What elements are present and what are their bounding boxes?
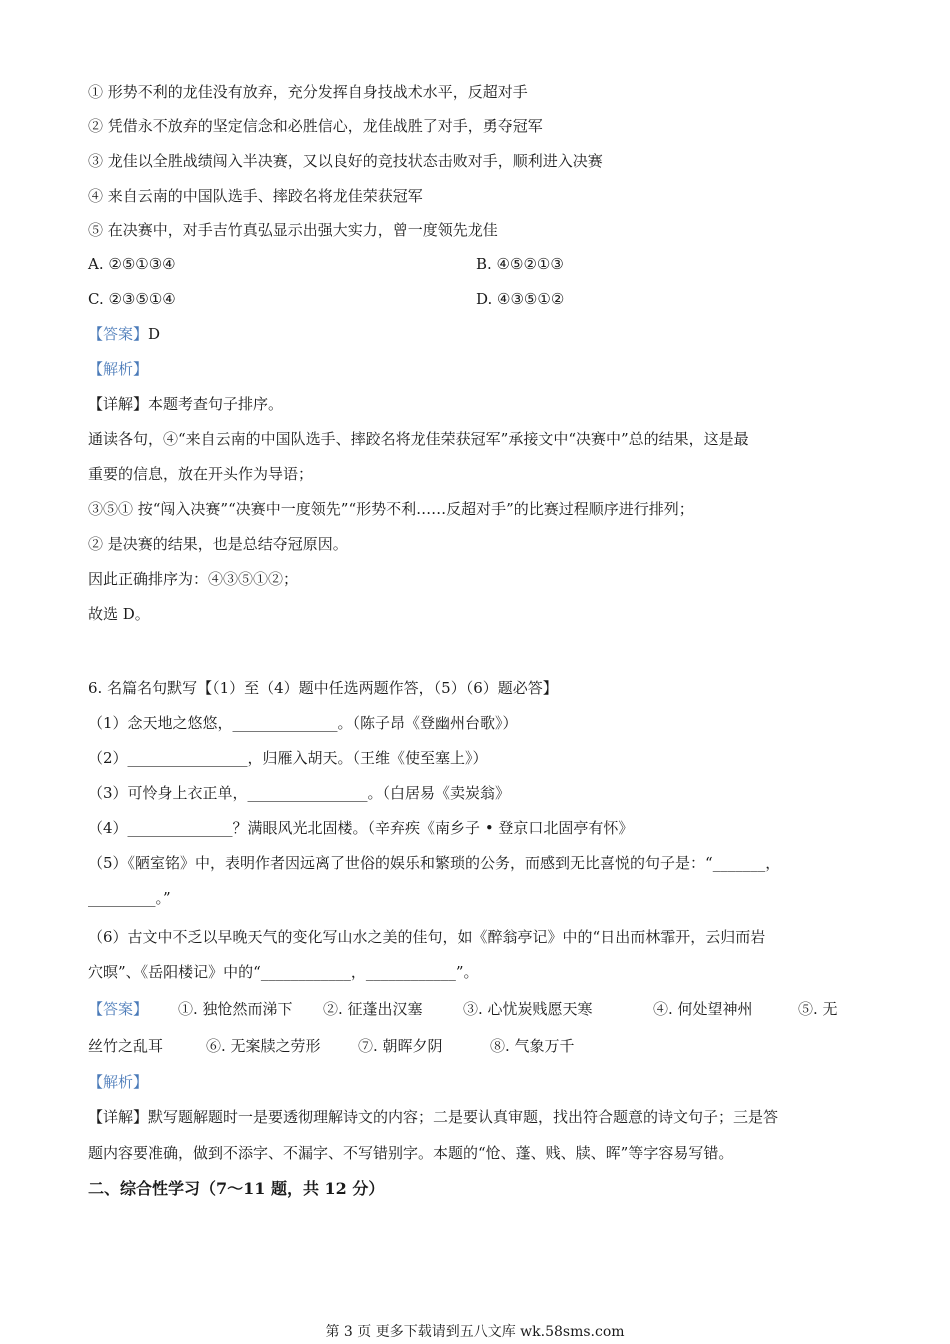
q5-answer <box>88 323 160 345</box>
section-2-heading: 二、综合性学习（7～11 题，共 12 分） <box>88 1179 385 1198</box>
q6-answer-7: ⑦. 朝晖夕阴 <box>358 1037 443 1055</box>
q6-line-1: （1）念天地之悠悠，______________。（陈子昂《登幽州台歌》） <box>88 714 518 732</box>
q5-options-row-1 <box>88 253 564 275</box>
q6-answer-tag: 【答案】 <box>88 1000 149 1018</box>
q5-item-5: ⑤ 在决赛中，对手吉竹真弘显示出强大实力，曾一度领先龙佳 <box>88 221 498 239</box>
q6-line-6: _________。” <box>88 889 171 907</box>
q5-detail-4: ③⑤① 按“闯入决赛”“决赛中一度领先”“形势不利……反超对手”的比赛过程顺序进行排列； <box>88 500 694 518</box>
q6-detail-2: 题内容要准确，做到不添字、不漏字、不写错别字。本题的“怆、蓬、贱、牍、晖”等字容易写错。 <box>88 1144 734 1162</box>
q5-item-3: ③ 龙佳以全胜战绩闯入半决赛，又以良好的竞技状态击败对手，顺利进入决赛 <box>88 152 603 170</box>
q5-detail-1: 【详解】本题考查句子排序。 <box>88 395 284 413</box>
q5-answer-value: D <box>148 325 161 343</box>
q5-option-d: D. ④③⑤①② <box>476 290 565 308</box>
q6-analysis-tag: 【解析】 <box>88 1073 149 1091</box>
q5-detail-2: 通读各句，④“来自云南的中国队选手、摔跤名将龙佳荣获冠军”承接文中“决赛中”总的结果，这是最 <box>88 430 749 448</box>
page-footer: 第 3 页 更多下载请到五八文库 wk.58sms.com <box>325 1324 625 1340</box>
q5-detail-3: 重要的信息，放在开头作为导语； <box>88 465 314 483</box>
q6-line-5: （5）《陋室铭》中，表明作者因远离了世俗的娱乐和繁琐的公务，而感到无比喜悦的句子是：“_______， <box>88 854 781 872</box>
q5-detail-7: 故选 D。 <box>88 605 150 623</box>
q6-detail-1: 【详解】默写题解题时一是要透彻理解诗文的内容；二是要认真审题，找出符合题意的诗文句子；三是答 <box>88 1108 779 1126</box>
q6-line-3: （3）可怜身上衣正单，________________。（白居易《卖炭翁》 <box>88 784 511 802</box>
q6-answers-row-1 <box>88 998 838 1020</box>
q6-answer-5b: 丝竹之乱耳 <box>88 1037 164 1055</box>
q5-option-c: C. ②③⑤①④ <box>88 290 176 308</box>
q6-answer-4: ④. 何处望神州 <box>653 1000 753 1018</box>
q5-detail-5: ② 是决赛的结果，也是总结夺冠原因。 <box>88 535 348 553</box>
q5-answer-tag: 【答案】 <box>88 325 149 343</box>
q5-option-a: A. ②⑤①③④ <box>88 255 176 273</box>
q6-answer-2: ②. 征蓬出汉塞 <box>323 1000 423 1018</box>
q6-answer-8: ⑧. 气象万千 <box>490 1037 575 1055</box>
q6-answer-5a: ⑤. 无 <box>798 1000 838 1018</box>
q5-option-b: B. ④⑤②①③ <box>476 255 564 273</box>
q6-line-8: 穴暝”、《岳阳楼记》中的“____________，____________”。 <box>88 963 479 981</box>
q6-line-4: （4）______________？满眼风光北固楼。（辛弃疾《南乡子 • 登京口北固亭有怀》 <box>88 819 634 837</box>
q6-answer-3: ③. 心忧炭贱愿天寒 <box>463 1000 593 1018</box>
q5-analysis-tag: 【解析】 <box>88 360 149 378</box>
q6-answer-1: ①. 独怆然而涕下 <box>178 1000 293 1018</box>
q6-answer-6: ⑥. 无案牍之劳形 <box>206 1037 321 1055</box>
q5-item-2: ② 凭借永不放弃的坚定信念和必胜信心，龙佳战胜了对手，勇夺冠军 <box>88 117 543 135</box>
q6-line-7: （6）古文中不乏以早晚天气的变化写山水之美的佳句，如《醉翁亭记》中的“日出而林霏开，云归而岩 <box>88 928 766 946</box>
q6-answers-row-2 <box>88 1035 575 1057</box>
q6-title: 6. 名篇名句默写【（1）至（4）题中任选两题作答，（5）（6）题必答】 <box>88 679 558 697</box>
q6-line-2: （2）________________，归雁入胡天。（王维《使至塞上》） <box>88 749 488 767</box>
q5-options-row-2 <box>88 288 564 310</box>
q5-item-4: ④ 来自云南的中国队选手、摔跤名将龙佳荣获冠军 <box>88 187 423 205</box>
q5-item-1: ① 形势不利的龙佳没有放弃，充分发挥自身技战术水平，反超对手 <box>88 83 528 101</box>
q5-detail-6: 因此正确排序为：④③⑤①②； <box>88 570 299 588</box>
